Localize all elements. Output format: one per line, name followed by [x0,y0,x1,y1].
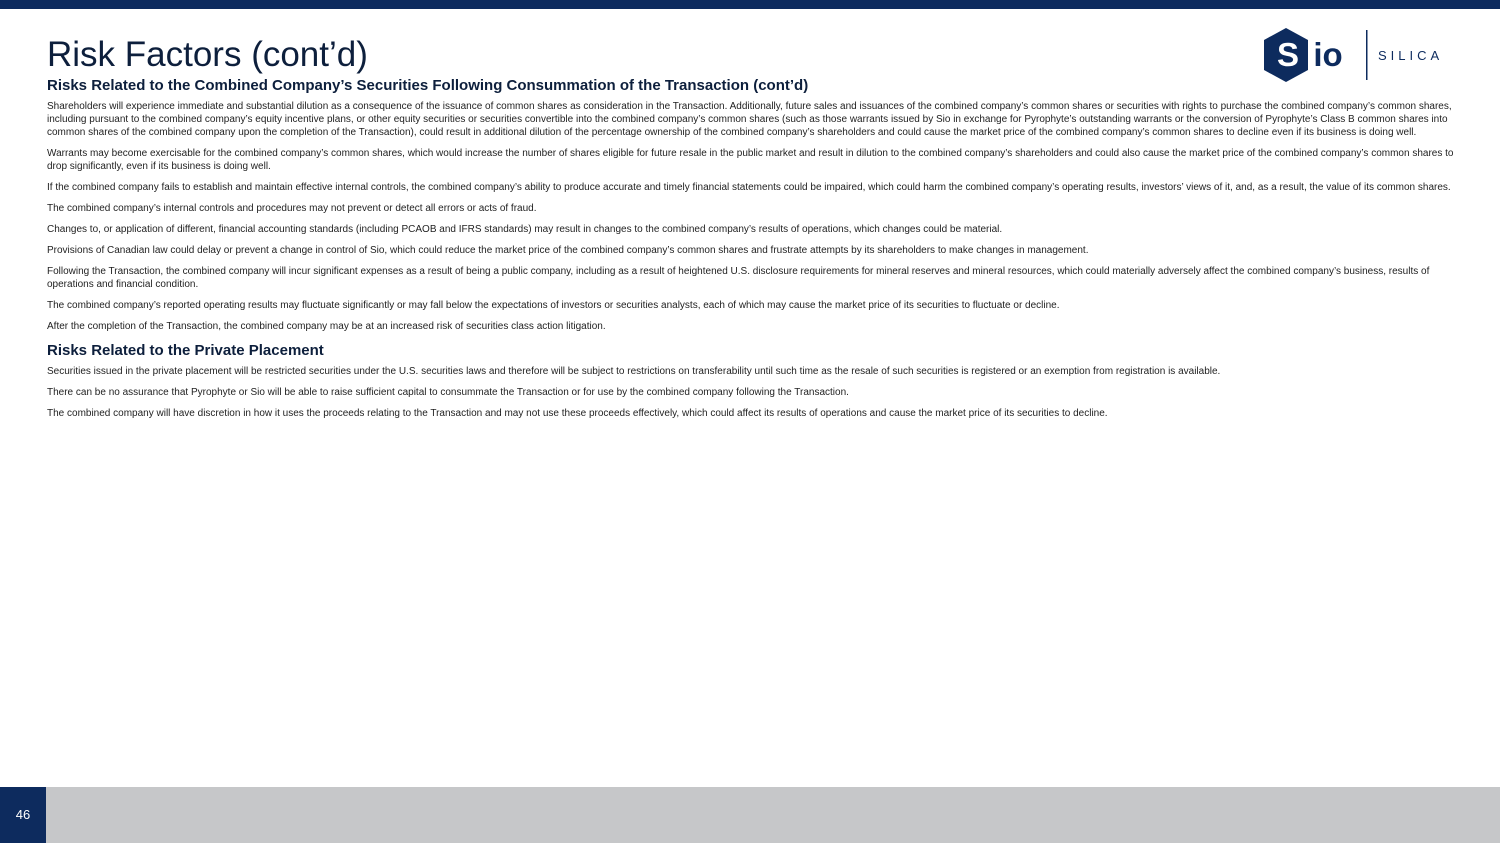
page-number: 46 [0,787,46,843]
section-heading-securities: Risks Related to the Combined Company’s Securities Following Consummation of the Transaction (cont’d) [47,77,809,94]
risk-paragraph: There can be no assurance that Pyrophyte or Sio will be able to raise sufficient capital to consummate the Transaction or for use by the combined company following the Transaction. [47,387,849,398]
logo-divider [1366,30,1368,80]
risk-paragraph: Securities issued in the private placement will be restricted securities under the U.S. securities laws and therefore will be subject to restrictions on transferability until such time as the resale of such securities is registered or an exemption from registration is available. [47,366,1221,377]
risk-paragraph: Changes to, or application of different, financial accounting standards (including PCAOB and IFRS standards) may result in changes to the combined company’s results of operations, which changes could be material. [47,224,1003,235]
footer-bar [0,787,1500,843]
logo-word-text: SILICA [1378,48,1444,63]
risk-paragraph: If the combined company fails to establish and maintain effective internal controls, the combined company’s ability to produce accurate and timely financial statements could be impaired, which could harm the combined company’s operating results, investors’ views of it, and, as a result, the value of its common shares. [47,182,1451,193]
risk-paragraph: The combined company’s internal controls and procedures may not prevent or detect all errors or acts of fraud. [47,203,537,214]
logo-mark-tail: io [1313,36,1343,73]
slide-content [47,76,1455,428]
risk-paragraph: Shareholders will experience immediate and substantial dilution as a consequence of the issuance of common shares as consideration in the Transaction. Additionally, future sales and issuances of the combined company’s common shares or securities with rights to purchase the combined company’s common shares, including pursuant to the combined company’s equity incentive plans, or other equity securities or securities convertible into the combined company’s common shares (such as those warrants issued by Sio in exchange for Pyrophyte’s outstanding warrants or the conversion of Pyrophyte’s Class B common shares into common shares of the combined company upon the completion of the Transaction), could result in additional dilution of the percentage ownership of the combined company’s shareholders and could cause the market price of the combined company’s common shares to decline even if its business is doing well. [47,101,1452,138]
top-accent-bar [0,0,1500,9]
page-title: Risk Factors (cont’d) [47,35,368,74]
risk-paragraph: Warrants may become exercisable for the combined company’s common shares, which would increase the number of shares eligible for future resale in the public market and result in dilution to the combined company’s shareholders and could also cause the market price of the combined company’s common shares to drop significantly, even if its business is doing well. [47,148,1454,172]
logo-mark-text: S [1276,36,1300,73]
risk-paragraph: Following the Transaction, the combined company will incur significant expenses as a result of being a public company, including as a result of heightened U.S. disclosure requirements for mineral reserves and mineral resources, which could materially adversely affect the combined company’s business, results of operations and financial condition. [47,266,1430,290]
risk-paragraph: The combined company will have discretion in how it uses the proceeds relating to the Transaction and may not use these proceeds effectively, which could affect its results of operations and cause the market price of its securities to decline. [47,408,1108,419]
section-heading-private-placement: Risks Related to the Private Placement [47,342,324,359]
risk-paragraph: After the completion of the Transaction, the combined company may be at an increased risk of securities class action litigation. [47,321,606,332]
risk-paragraph: The combined company’s reported operating results may fluctuate significantly or may fall below the expectations of investors or securities analysts, each of which may cause the market price of its securities to fluctuate or decline. [47,300,1060,311]
risk-paragraph: Provisions of Canadian law could delay or prevent a change in control of Sio, which could reduce the market price of the combined company’s common shares and frustrate attempts by its shareholders to make changes in management. [47,245,1089,256]
